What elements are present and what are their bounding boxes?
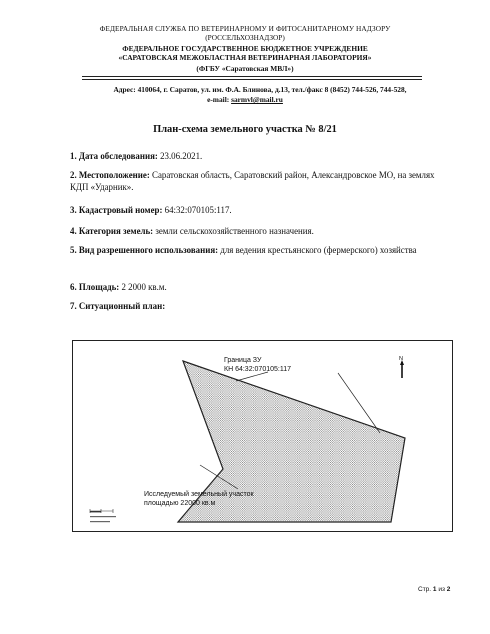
field-label: 2. Местоположение: bbox=[70, 170, 150, 180]
email-label: e-mail: bbox=[207, 95, 232, 104]
field-value: Саратовская область, Саратовский район, Александровское МО, на землях КДП «Ударник». bbox=[70, 170, 435, 192]
page-counter bbox=[418, 586, 450, 593]
field-value: 64:32:070105:117. bbox=[162, 205, 232, 215]
parcel-label: Исследуемый земельный участок bbox=[144, 491, 254, 498]
page-prefix: Стр. bbox=[418, 586, 433, 593]
field-label: 1. Дата обследования: bbox=[70, 151, 158, 161]
field-value: земли сельскохозяйственного назначения. bbox=[153, 226, 314, 236]
field-label: 4. Категория земель: bbox=[70, 226, 154, 236]
north-arrow-icon bbox=[400, 360, 404, 378]
header-line-1: ФЕДЕРАЛЬНАЯ СЛУЖБА ПО ВЕТЕРИНАРНОМУ И ФИТОСАНИТАРНОМУ НАДЗОРУ bbox=[99, 24, 391, 33]
field-value: 2 2000 кв.м. bbox=[119, 282, 167, 292]
address-line: Адрес: 410064, г. Саратов, ул. им. Ф.А. Блинова, д.13, тел./факс 8 (8452) 744-526, 744-528, bbox=[113, 85, 407, 94]
header-line-3: ФЕДЕРАЛЬНОЕ ГОСУДАРСТВЕННОЕ БЮДЖЕТНОЕ УЧРЕЖДЕНИЕ bbox=[122, 44, 368, 53]
field-label: 7. Ситуационный план: bbox=[70, 301, 166, 311]
field-value: 23.06.2021. bbox=[157, 151, 203, 161]
header-line-5: (ФГБУ «Саратовская МВЛ») bbox=[196, 64, 294, 73]
page-separator: из bbox=[436, 586, 447, 593]
header-line-2: (РОССЕЛЬХОЗНАДЗОР) bbox=[205, 33, 285, 42]
email-link[interactable]: sarmvl@mail.ru bbox=[231, 95, 283, 104]
north-label: N bbox=[399, 356, 403, 362]
page-total: 2 bbox=[446, 586, 451, 593]
boundary-label: Граница ЗУ bbox=[224, 357, 262, 364]
field-label: 6. Площадь: bbox=[70, 282, 120, 292]
boundary-cadastral-label: КН 64:32:070105:117 bbox=[224, 366, 292, 373]
header-line-4: «САРАТОВСКАЯ МЕЖОБЛАСТНАЯ ВЕТЕРИНАРНАЯ ЛАБОРАТОРИЯ» bbox=[118, 53, 372, 62]
parcel-area-label: площадью 22000 кв.м bbox=[144, 500, 216, 507]
scale-bar-icon bbox=[90, 509, 116, 522]
page-current: 1 bbox=[432, 586, 437, 593]
document-title: План-схема земельного участка № 8/21 bbox=[153, 124, 337, 135]
field-value: для ведения крестьянского (фермерского) хозяйства bbox=[218, 245, 417, 255]
field-label: 5. Вид разрешенного использования: bbox=[70, 245, 219, 255]
field-label: 3. Кадастровый номер: bbox=[70, 205, 163, 215]
